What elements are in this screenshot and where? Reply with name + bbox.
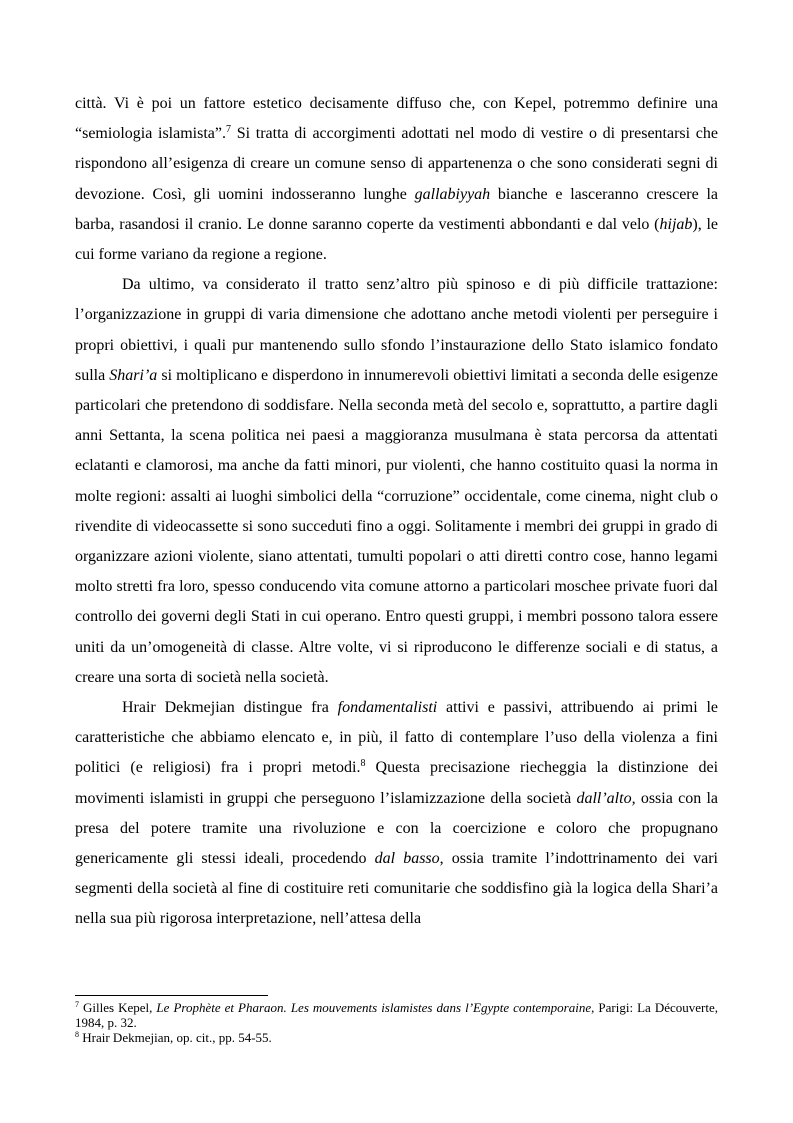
paragraph-2-text-b: si moltiplicano e disperdono in innumerevoli obiettivi limitati a seconda delle esigenze particolari che pretendono di soddisfare. Nella seconda metà del secolo e, soprattutto, a partire dagli anni Settanta, la scena politica nei paesi a maggioranza musulmana è stata percorsa da attentati eclatanti e clamorosi, ma anche da fatti minori, pur violenti, che hanno costituito quasi la norma in molte regioni: assalti ai luoghi simbolici della “corruzione” occidentale, come cinema, night club o rivendite di videocassette si sono succeduti fino a oggi. Solitamente i membri dei gruppi in grado di organizzare azioni violente, siano attentati, tumulti popolari o atti diretti contro cose, hanno legami molto stretti fra loro, spesso conducendo vita comune attorno a particolari moschee private fuori dal controllo dei governi degli Stati in cui operano. Entro questi gruppi, i membri possono talora essere uniti da un’omogeneità di classe. Altre volte, vi si riproducono le differenze sociali e di status, a creare una sorta di società nella società.: [75, 366, 719, 686]
paragraph-1-text-d: ), le cui forme variano da regione a regione.: [75, 215, 719, 264]
footnote-8-text: Hrair Dekmejian, op. cit., pp. 54-55.: [79, 1030, 272, 1045]
paragraph-3-text-d: ossia con la presa del potere tramite una rivoluzione e con la coercizione e coloro che propugnano genericamente gli stessi ideali, procedendo: [75, 789, 718, 868]
paragraph-3-text-e: , ossia tramite l’indottrinamento dei vari segmenti della società al fine di costituire reti comunitarie che soddisfino già la logica della Shari’a nella sua più rigorosa interpretazione, nell’attesa della: [75, 850, 719, 928]
paragraph-2: [75, 270, 718, 693]
footnote-divider: [75, 995, 268, 996]
paragraph-3-text-c: Questa precisazione riecheggia la distinzione dei movimenti islamisti in gruppi che perseguono l’islamizzazione della società: [75, 759, 719, 807]
footnote-7-number: 7: [75, 1000, 79, 1009]
footnote-8: [75, 1030, 718, 1045]
paragraph-3-text-b: attivi e passivi, attribuendo ai primi le caratteristiche che abbiamo elencato e, in più, il fatto di contemplare l’uso della violenza a fini politici (e religiosi) fra i propri metodi.: [75, 699, 719, 777]
paragraph-3-text-a: Hrair Dekmejian distingue fra: [122, 699, 338, 717]
footnote-ref-7[interactable]: 7: [226, 124, 231, 136]
document-body: [75, 89, 718, 935]
term-gallabiyyah: gallabiyyah: [414, 185, 491, 203]
paragraph-1-text-b: Si tratta di accorgimenti adottati nel modo di vestire o di presentarsi che rispondono all’esigenza di creare un comune senso di appartenenza o che sono considerati segni di devozione. Così, gli uomini indosseranno lunghe: [75, 125, 719, 203]
paragraph-3: [75, 693, 718, 935]
footnote-ref-8[interactable]: 8: [360, 758, 366, 770]
term-fondamentalisti: fondamentalisti: [337, 699, 438, 717]
footnotes: [75, 995, 718, 1045]
paragraph-2-text-a: Da ultimo, va considerato il tratto senz’altro più spinoso e di più difficile trattazione: l’organizzazione in gruppi di varia dimensione che adottano anche metodi violenti per perseguire i propri obiettivi, i quali pur mantenendo sullo sfondo l’instaurazione dello Stato islamico fondato sulla: [75, 276, 718, 384]
footnote-7: [75, 1000, 718, 1030]
footnote-8-number: 8: [75, 1030, 79, 1039]
footnote-7-text-b: , Parigi: La Découverte, 1984, p. 32.: [75, 1000, 718, 1030]
paragraph-1-text-c: bianche e lasceranno crescere la barba, rasandosi il cranio. Le donne saranno coperte da vestimenti abbondanti e dal velo (: [75, 185, 718, 233]
footnote-7-title: Le Prophète et Pharaon. Les mouvements islamistes dans l’Egypte contemporaine: [156, 1000, 592, 1015]
term-hijab: hijab: [659, 215, 693, 233]
footnote-7-text-a: Gilles Kepel,: [79, 1000, 157, 1015]
paragraph-1: [75, 89, 718, 270]
term-sharia: Shari’a: [109, 366, 158, 384]
paragraph-1-text-a: città. Vi è poi un fattore estetico decisamente diffuso che, con Kepel, potremmo definire una “semiologia islamista”.: [75, 95, 718, 143]
term-dall-alto: dall’alto,: [576, 789, 636, 807]
term-dal-basso: dal basso: [374, 850, 440, 868]
